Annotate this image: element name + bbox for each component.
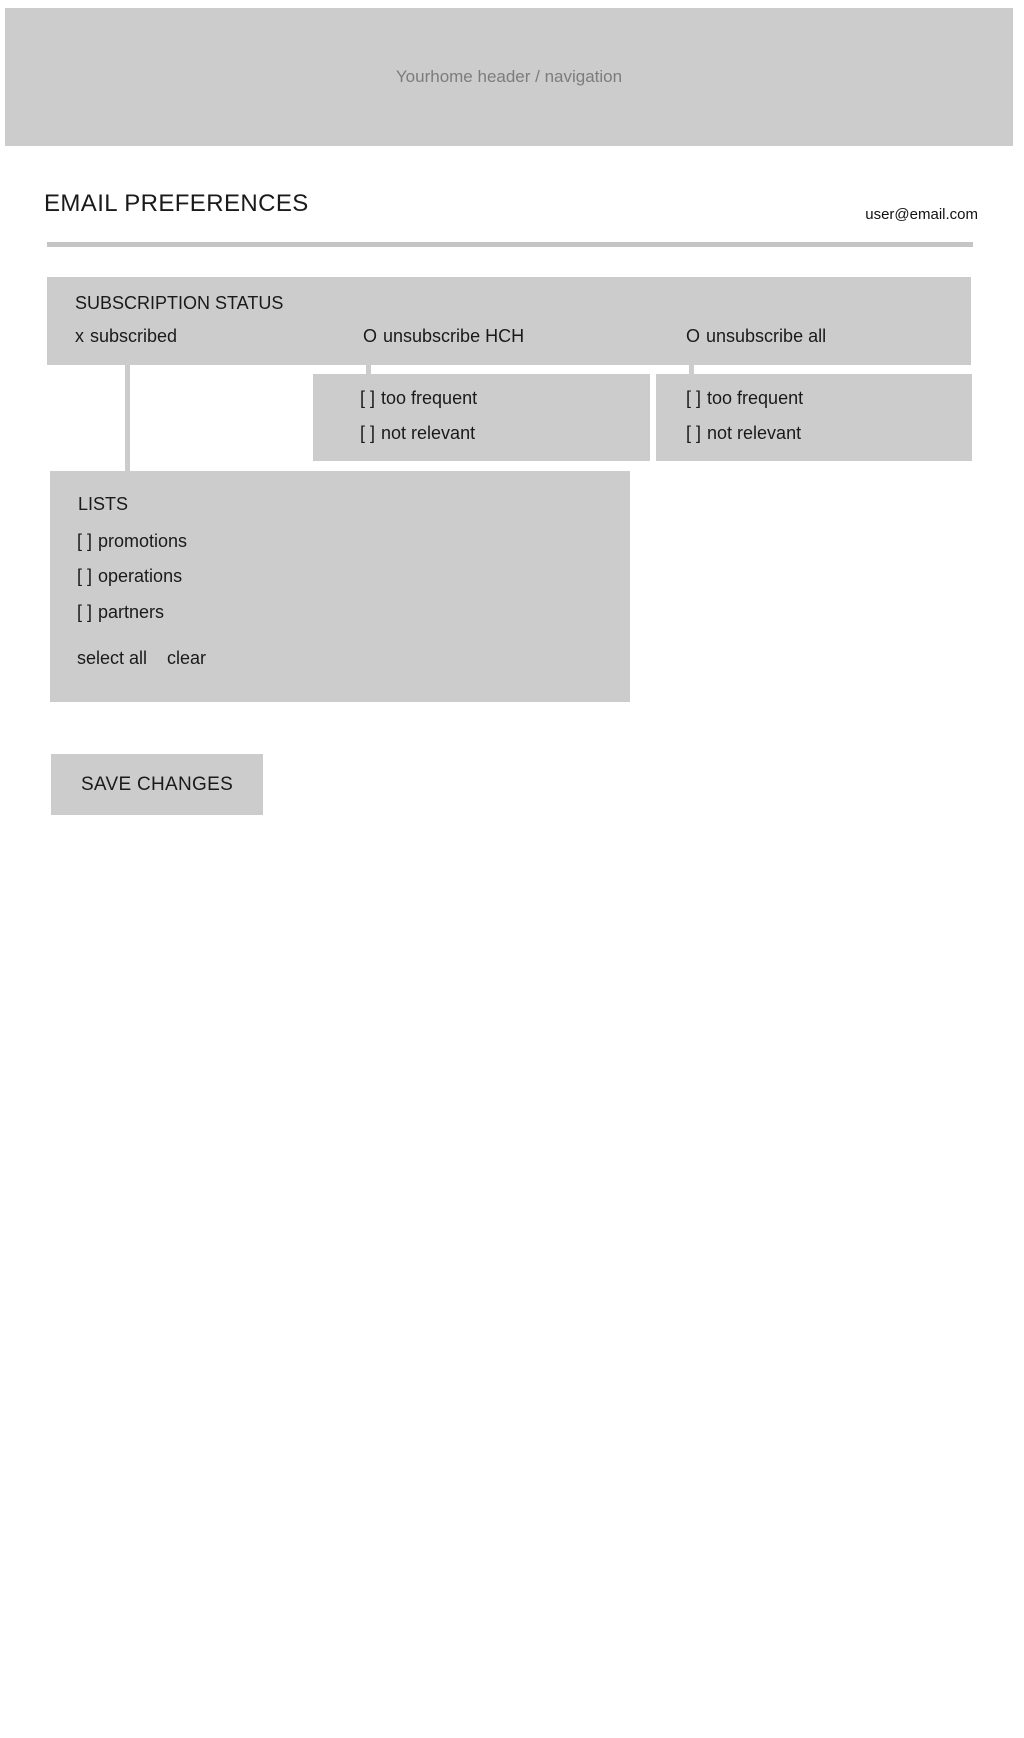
option-unsubscribe-all-label: unsubscribe all <box>706 326 827 346</box>
checkbox-too-frequent[interactable] <box>360 388 477 409</box>
checkbox-operations[interactable] <box>77 566 182 587</box>
checkbox-not-relevant-label: not relevant <box>381 423 476 443</box>
lists-actions <box>77 648 206 669</box>
checkbox-not-relevant[interactable] <box>360 423 475 444</box>
reasons-box-unsubscribe-all <box>656 374 972 461</box>
option-unsubscribe-all[interactable] <box>686 326 826 347</box>
connector-unsubscribe-all-to-reasons <box>689 365 694 374</box>
option-unsubscribe-hch-label: unsubscribe HCH <box>383 326 525 346</box>
save-changes-button[interactable] <box>51 754 263 815</box>
checkbox-empty-icon: [ ] <box>360 423 376 443</box>
checkbox-empty-icon: [ ] <box>77 566 93 586</box>
clear-link[interactable]: clear <box>167 648 207 668</box>
connector-subscribed-to-lists <box>125 365 130 471</box>
option-unsubscribe-hch[interactable] <box>363 326 524 347</box>
checkbox-empty-icon: [ ] <box>77 602 93 622</box>
radio-unselected-icon: O <box>686 326 701 346</box>
page-title: EMAIL PREFERENCES <box>44 190 309 217</box>
checkbox-empty-icon: [ ] <box>686 388 702 408</box>
subscription-status-title: SUBSCRIPTION STATUS <box>75 293 284 313</box>
radio-unselected-icon: O <box>363 326 378 346</box>
option-subscribed[interactable] <box>75 326 177 347</box>
reasons-box-unsubscribe-hch <box>313 374 650 461</box>
checkbox-not-relevant-label: not relevant <box>707 423 802 443</box>
subscription-status-box <box>47 277 971 365</box>
lists-title: LISTS <box>78 494 129 514</box>
radio-selected-icon: x <box>75 326 84 346</box>
checkbox-empty-icon: [ ] <box>360 388 376 408</box>
checkbox-not-relevant[interactable] <box>686 423 801 444</box>
lists-box <box>50 471 630 702</box>
title-divider <box>47 242 973 247</box>
checkbox-too-frequent-label: too frequent <box>707 388 804 408</box>
select-all-link[interactable]: select all <box>77 648 148 668</box>
checkbox-empty-icon: [ ] <box>686 423 702 443</box>
checkbox-too-frequent[interactable] <box>686 388 803 409</box>
checkbox-partners[interactable] <box>77 602 164 623</box>
header-placeholder-text: Yourhome header / navigation <box>395 67 623 86</box>
checkbox-too-frequent-label: too frequent <box>381 388 478 408</box>
option-subscribed-label: subscribed <box>90 326 178 346</box>
user-email: user@email.com <box>865 206 978 223</box>
site-header <box>5 8 1013 146</box>
checkbox-empty-icon: [ ] <box>77 531 93 551</box>
checkbox-operations-label: operations <box>98 566 183 586</box>
checkbox-promotions[interactable] <box>77 531 187 552</box>
checkbox-partners-label: partners <box>98 602 165 622</box>
save-changes-label: SAVE CHANGES <box>80 773 234 795</box>
connector-unsubscribe-hch-to-reasons <box>366 365 371 374</box>
checkbox-promotions-label: promotions <box>98 531 188 551</box>
